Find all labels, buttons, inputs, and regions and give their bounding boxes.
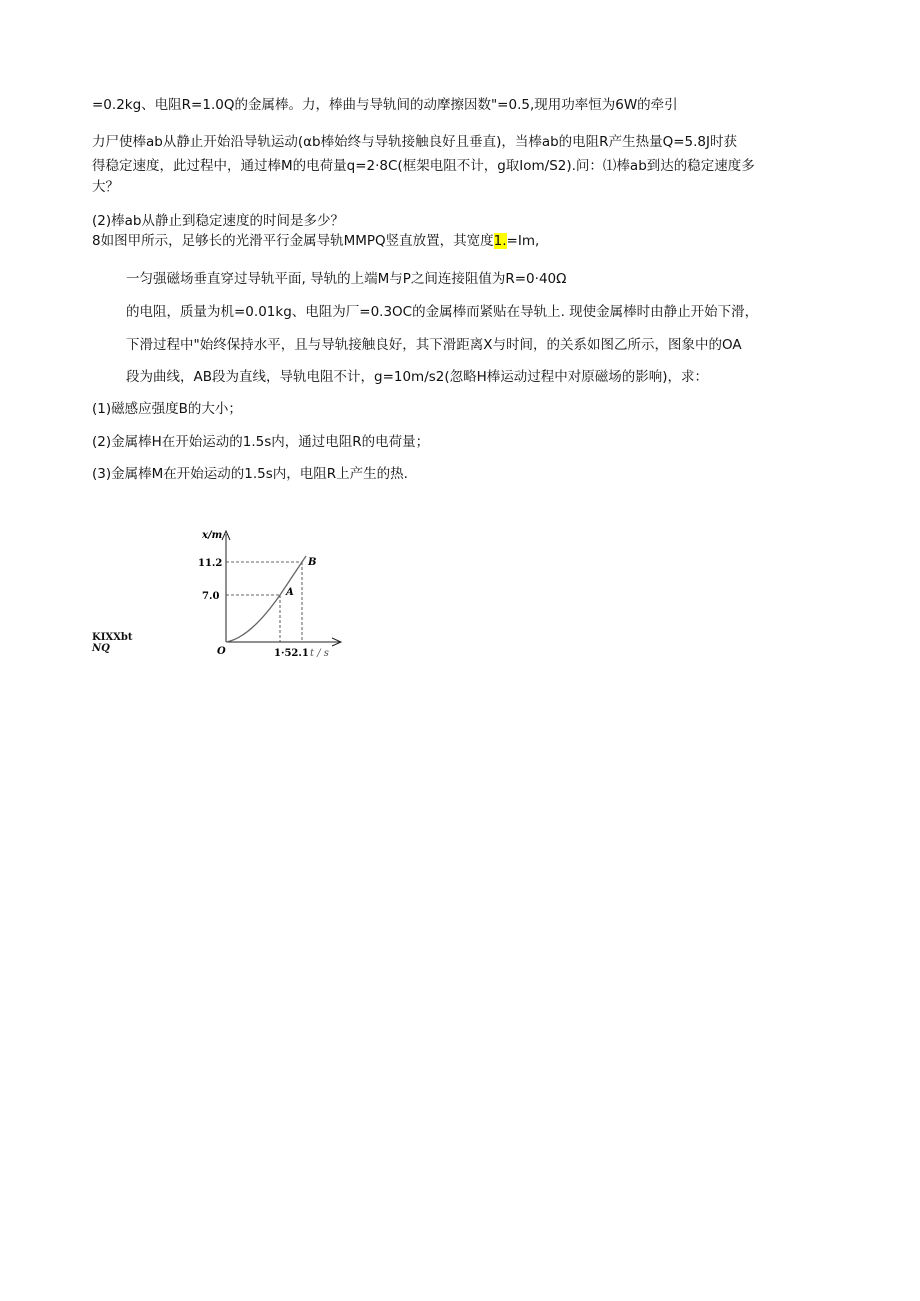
text-line-1: =0.2kg、电阻R=1.0Q的金属棒。力，棒曲与导轨间的动摩擦因数"=0.5,现用功率恒为6W的牵引 [92, 97, 678, 113]
q8-highlighted-text: 1. [493, 233, 507, 249]
q8-line-2: 的电阻，质量为机=0.01kg、电阻为厂=0.3OC的金属棒而紧贴在导轨上. 现使金属棒时由静止开始下滑， [126, 304, 759, 320]
sub-question-3: (3)金属棒M在开始运动的1.5s内，电阻R上产生的热. [92, 466, 408, 482]
x-axis-label: t / s [310, 648, 329, 659]
curve-oa [226, 595, 280, 642]
point-a-label: A [286, 587, 294, 598]
question-8-heading [92, 232, 832, 250]
y-axis-label: x/m [202, 530, 223, 541]
text-line-2: 力尸使棒ab从静止开始沿导轨运动(αb棒始终与导轨接触良好且垂直)，当棒ab的电阻R产生热量Q=5.8J时获 [92, 134, 737, 150]
text-line-4: 大？ [92, 179, 119, 195]
y-tick-11-2: 11.2 [198, 558, 223, 569]
y-tick-7-0: 7.0 [202, 591, 220, 602]
text-line-3: 得稳定速度，此过程中，通过棒M的电荷量q=2·8C(框架电阻不计，g取Iom/S2).问：⑴棒ab到达的稳定速度多 [92, 158, 755, 174]
sub-question-1: (1)磁感应强度B的大小； [92, 401, 242, 417]
side-label-1: KIXXbt [92, 632, 133, 643]
q8-text-before: 8如图甲所示，足够长的光滑平行金属导轨MMPQ竖直放置，其宽度 [92, 233, 494, 249]
point-b-label: B [308, 557, 317, 568]
x-tick-labels: 1·52.1 [274, 648, 309, 659]
text-line-5: (2)棒ab从静止到稳定速度的时间是多少？ [92, 213, 344, 229]
q8-line-3: 下滑过程中"始终保持水平，且与导轨接触良好，其下滑距离X与时间，的关系如图乙所示，图象中的OA [126, 337, 742, 353]
sub-question-2: (2)金属棒H在开始运动的1.5s内，通过电阻R的电荷量； [92, 434, 430, 450]
q8-line-4: 段为曲线，AB段为直线，导轨电阻不计，g=10m∕s2(忽略H棒运动过程中对原磁场的影响)，求： [126, 369, 709, 385]
q8-text-after: =Im, [506, 233, 540, 249]
side-label-2: NQ [92, 643, 110, 654]
x-t-graph [180, 522, 360, 662]
q8-line-1: 一匀强磁场垂直穿过导轨平面, 导轨的上端M与P之间连接阻值为R=0·40Ω [126, 271, 567, 287]
origin-label: O [217, 646, 226, 657]
